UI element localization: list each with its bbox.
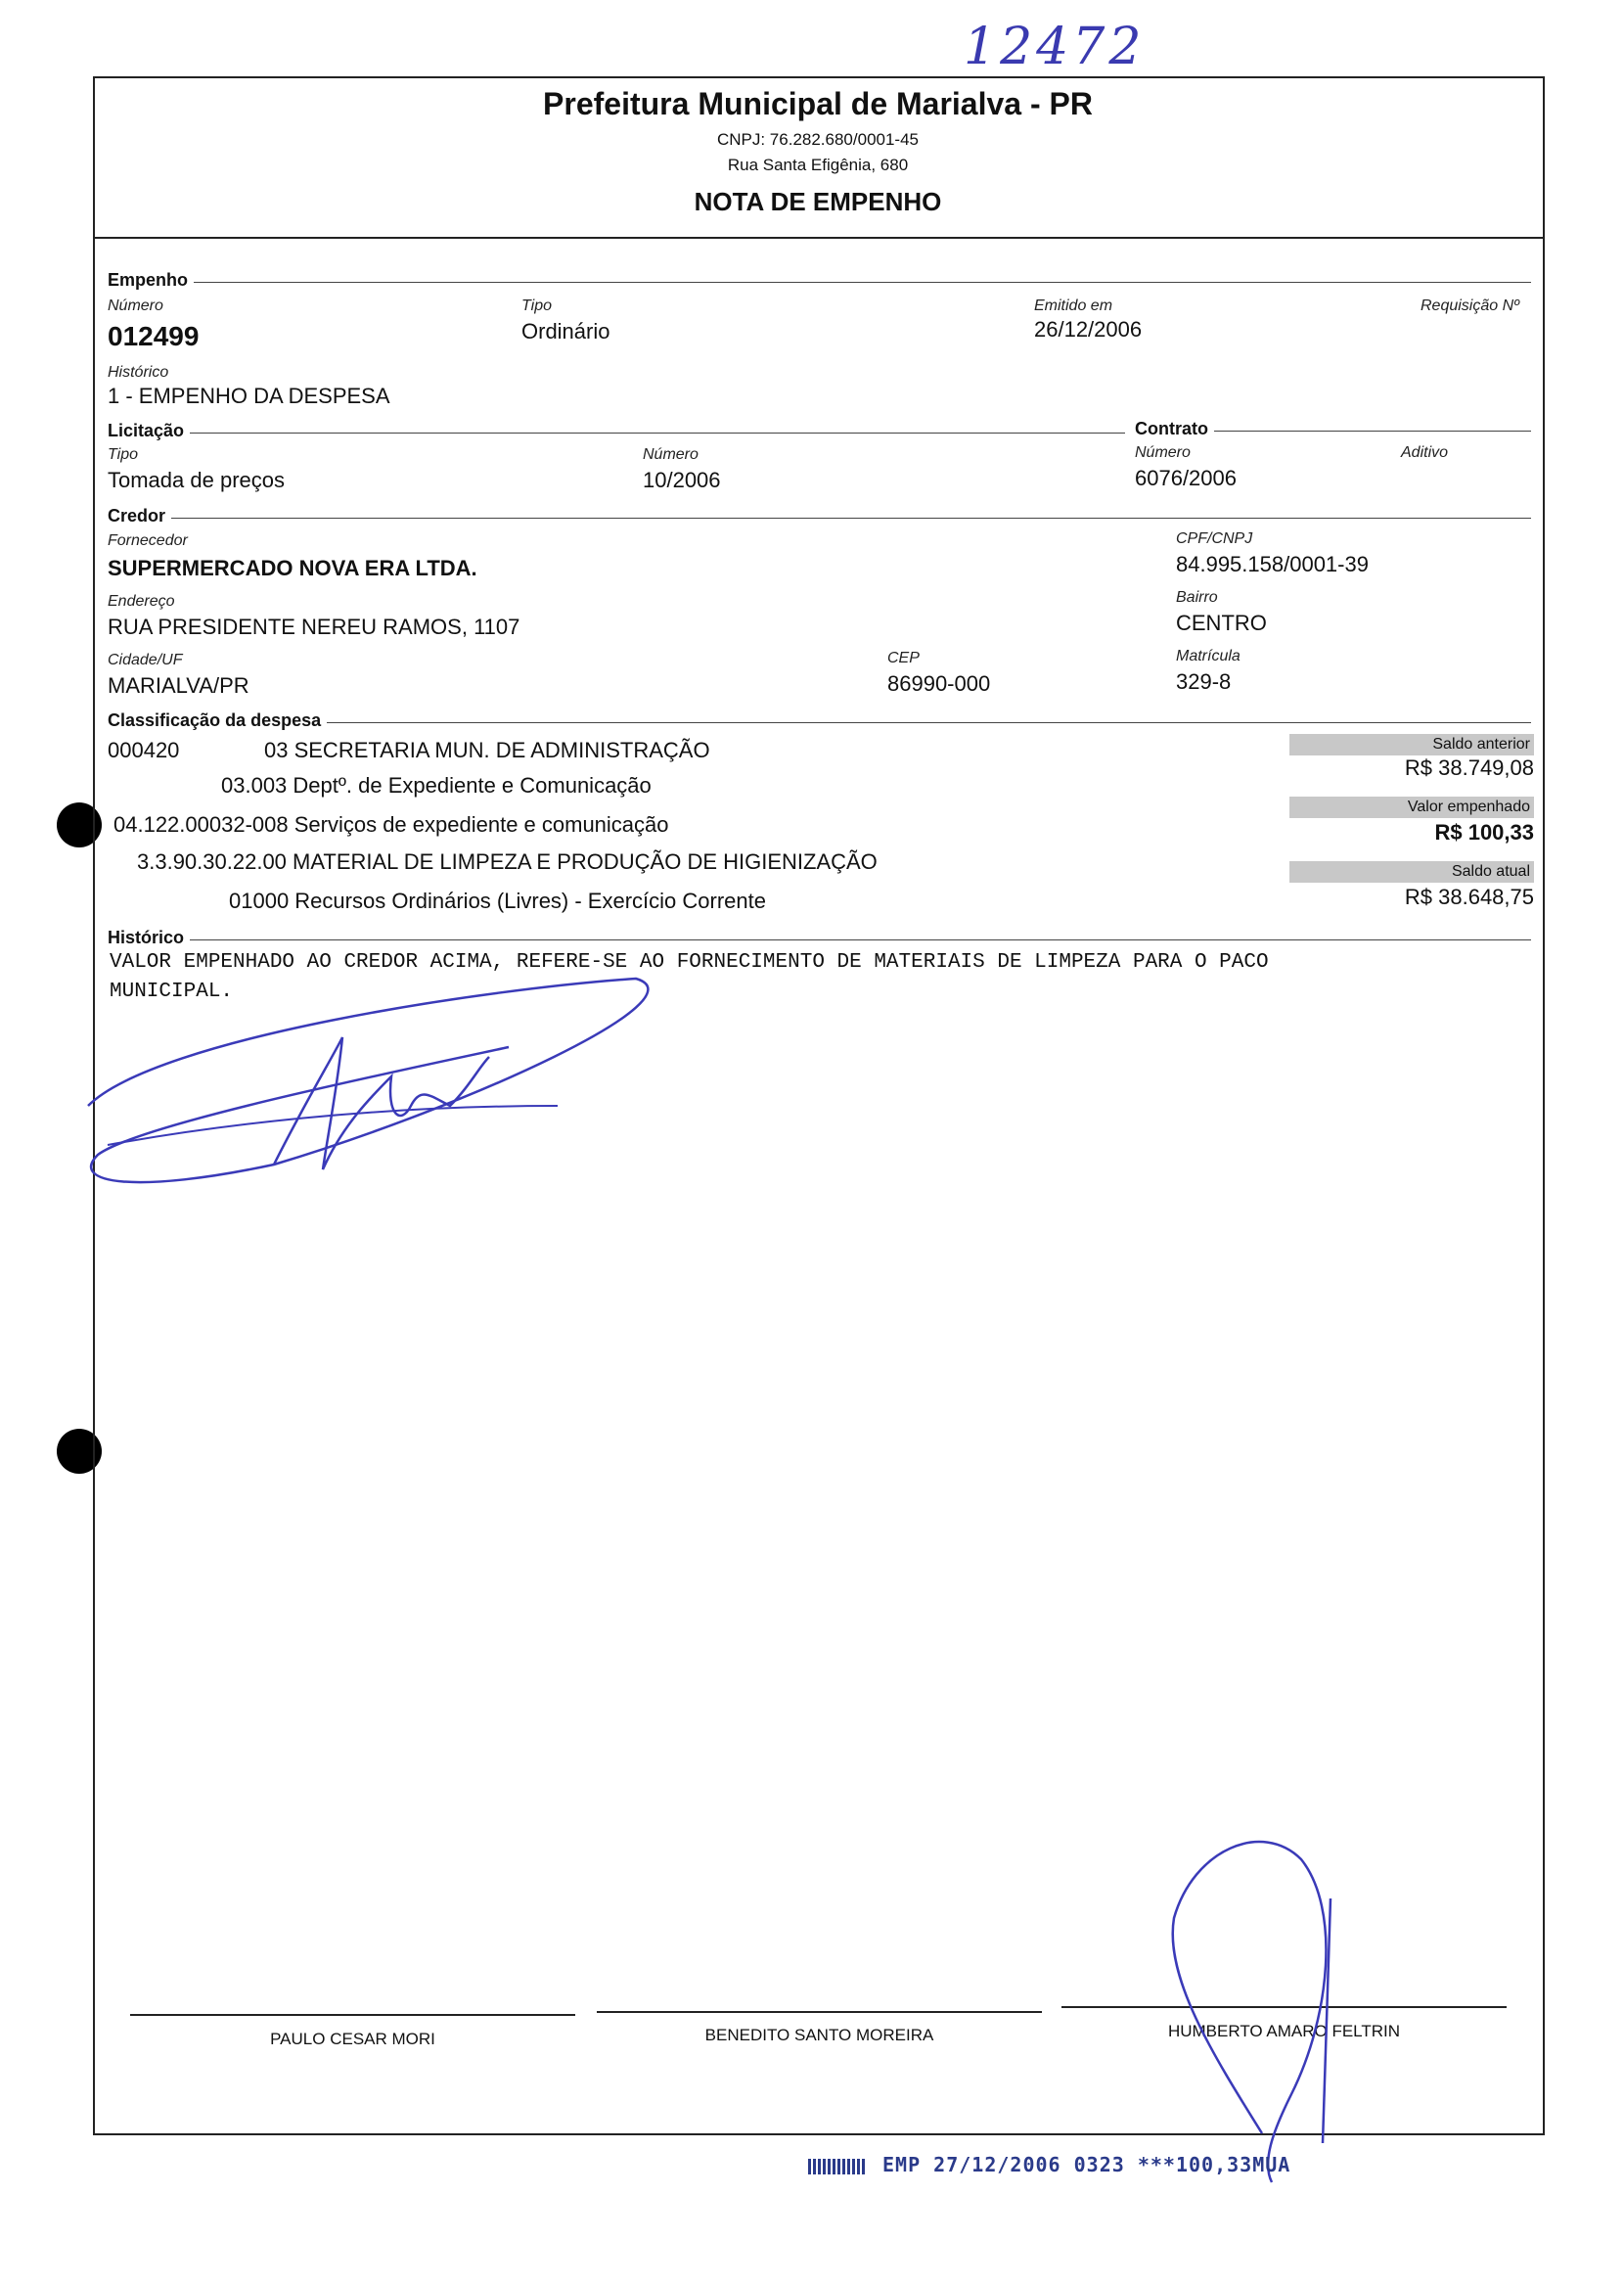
header-divider xyxy=(93,237,1543,239)
saldo-atual: R$ 38.648,75 xyxy=(1404,885,1534,909)
emitido-date: 26/12/2006 xyxy=(1034,317,1143,342)
cpf-cnpj: 84.995.158/0001-39 xyxy=(1176,552,1369,576)
credor-section-title: Credor xyxy=(108,506,171,526)
document-title: NOTA DE EMPENHO xyxy=(694,187,942,216)
header-address: Rua Santa Efigênia, 680 xyxy=(727,156,909,174)
licitacao-section-title: Licitação xyxy=(108,421,190,441)
credor-rule xyxy=(108,518,1531,519)
empenho-historico: 1 - EMPENHO DA DESPESA xyxy=(108,384,390,408)
classificacao-line-5: 01000 Recursos Ordinários (Livres) - Exercício Corrente xyxy=(229,889,766,913)
requisicao-label: Requisição Nº xyxy=(1421,297,1519,314)
page-title: Prefeitura Municipal de Marialva - PR xyxy=(543,86,1093,121)
empenho-numero-label: Número xyxy=(108,297,163,314)
valor-empenhado: R$ 100,33 xyxy=(1434,820,1534,845)
contrato-numero: 6076/2006 xyxy=(1135,466,1237,490)
historico-rule xyxy=(108,939,1531,940)
classificacao-line-1: 03 SECRETARIA MUN. DE ADMINISTRAÇÃO xyxy=(264,738,710,762)
classificacao-line-0: 000420 xyxy=(108,738,180,762)
saldo-anterior: R$ 38.749,08 xyxy=(1404,755,1534,780)
emitido-label: Emitido em xyxy=(1034,297,1113,314)
header-cnpj: CNPJ: 76.282.680/0001-45 xyxy=(716,130,920,149)
bottom-stamp xyxy=(808,2153,1290,2176)
classificacao-line-3: 04.122.00032-008 Serviços de expediente e comunicação xyxy=(113,812,669,837)
handwritten-number: 12472 xyxy=(964,18,1146,76)
matricula-label: Matrícula xyxy=(1176,648,1241,664)
licitacao-numero: 10/2006 xyxy=(643,468,721,492)
licitacao-tipo-label: Tipo xyxy=(108,446,138,463)
signature-line-1 xyxy=(130,2014,575,2016)
endereco-label: Endereço xyxy=(108,593,175,610)
header xyxy=(93,86,1543,217)
empenho-section-title: Empenho xyxy=(108,270,194,291)
historico-line-2: MUNICIPAL. xyxy=(110,981,234,1003)
signatory-2: BENEDITO SANTO MOREIRA xyxy=(704,2026,934,2044)
cep: 86990-000 xyxy=(887,671,991,696)
saldo-atual-label: Saldo atual xyxy=(1289,861,1534,883)
classificacao-line-4: 3.3.90.30.22.00 MATERIAL DE LIMPEZA E PRODUÇÃO DE HIGIENIZAÇÃO xyxy=(137,849,878,874)
signature-scribble-3 xyxy=(1154,1820,1409,2192)
historico-line-1: VALOR EMPENHADO AO CREDOR ACIMA, REFERE-SE AO FORNECIMENTO DE MATERIAIS DE LIMPEZA PARA O PACO xyxy=(110,951,1269,974)
signature-scribble-1 xyxy=(78,959,665,1213)
signatory-1: PAULO CESAR MORI xyxy=(270,2030,435,2048)
licitacao-tipo: Tomada de preços xyxy=(108,468,285,492)
saldo-anterior-label: Saldo anterior xyxy=(1289,734,1534,755)
licitacao-rule xyxy=(108,433,1125,434)
contrato-section-title: Contrato xyxy=(1135,419,1214,439)
aditivo-label: Aditivo xyxy=(1401,444,1449,461)
empenho-tipo: Ordinário xyxy=(521,319,610,343)
endereco: RUA PRESIDENTE NEREU RAMOS, 1107 xyxy=(108,615,520,639)
bairro-label: Bairro xyxy=(1176,589,1218,606)
cep-label: CEP xyxy=(887,650,920,666)
signatory-3: HUMBERTO AMARO FELTRIN xyxy=(1167,2022,1401,2040)
stamp-text: EMP 27/12/2006 0323 ***100,33MUA xyxy=(882,2153,1291,2176)
bairro: CENTRO xyxy=(1176,611,1267,635)
contrato-numero-label: Número xyxy=(1135,444,1191,461)
classificacao-line-2: 03.003 Deptº. de Expediente e Comunicação xyxy=(221,773,652,798)
cpf-cnpj-label: CPF/CNPJ xyxy=(1176,530,1253,547)
empenho-rule xyxy=(108,282,1531,283)
cidade-label: Cidade/UF xyxy=(108,652,183,668)
stamp-barcode-icon xyxy=(808,2159,865,2174)
signature-line-2 xyxy=(597,2011,1042,2013)
fornecedor-label: Fornecedor xyxy=(108,532,188,549)
empenho-historico-label: Histórico xyxy=(108,364,169,381)
empenho-tipo-label: Tipo xyxy=(521,297,552,314)
historico-section-title: Histórico xyxy=(108,928,190,948)
matricula: 329-8 xyxy=(1176,669,1232,694)
licitacao-numero-label: Número xyxy=(643,446,699,463)
cidade: MARIALVA/PR xyxy=(108,673,249,698)
valor-empenhado-label: Valor empenhado xyxy=(1289,797,1534,818)
fornecedor-name: SUPERMERCADO NOVA ERA LTDA. xyxy=(108,556,477,580)
classificacao-section-title: Classificação da despesa xyxy=(108,710,327,731)
empenho-numero: 012499 xyxy=(108,321,200,351)
